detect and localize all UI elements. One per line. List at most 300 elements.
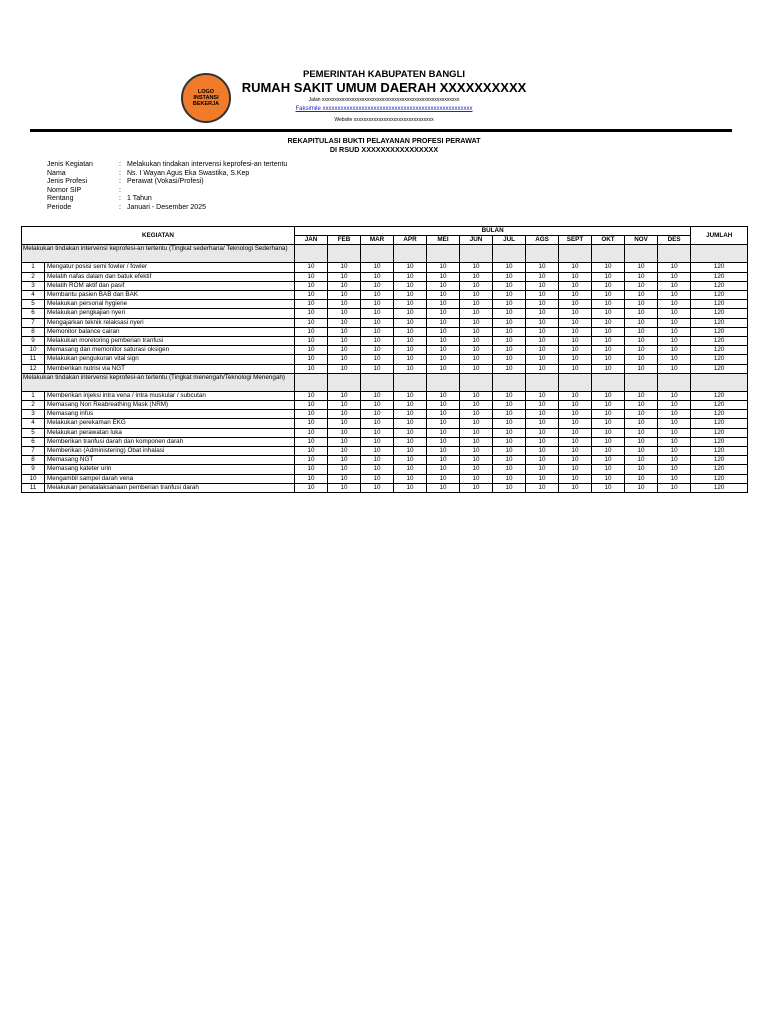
section-empty-cell: [592, 245, 625, 263]
activity-name: Memasang NGT: [45, 456, 295, 465]
info-colon: :: [119, 161, 121, 168]
month-value: 10: [559, 428, 592, 437]
document-title: REKAPITULASI BUKTI PELAYANAN PROFESI PERAWAT: [287, 136, 481, 145]
month-value: 10: [493, 346, 526, 355]
month-value: 10: [592, 465, 625, 474]
info-value: Ns. I Wayan Agus Eka Swastika, S.Kep: [127, 169, 250, 177]
month-value: 10: [559, 483, 592, 492]
month-value: 10: [361, 419, 394, 428]
month-value: 10: [658, 291, 691, 300]
month-value: 10: [460, 456, 493, 465]
month-header: MEI: [427, 236, 460, 245]
month-value: 10: [526, 447, 559, 456]
row-number: 9: [22, 337, 45, 346]
table-row: [22, 355, 748, 364]
info-label: Jenis Kegiatan: [47, 161, 93, 168]
activity-name: Melatih ROM aktif dan pasif: [45, 281, 295, 290]
month-value: 10: [592, 291, 625, 300]
month-value: 10: [460, 483, 493, 492]
month-value: 10: [361, 391, 394, 400]
row-number: 4: [22, 291, 45, 300]
table-row: [22, 428, 748, 437]
month-value: 10: [328, 263, 361, 272]
month-value: 10: [427, 364, 460, 373]
month-value: 10: [460, 327, 493, 336]
month-value: 10: [625, 346, 658, 355]
row-total: 120: [691, 291, 748, 300]
activity-name: Memberikan nutrisi via NGT: [45, 364, 295, 373]
month-value: 10: [559, 281, 592, 290]
month-value: 10: [658, 272, 691, 281]
month-value: 10: [460, 346, 493, 355]
activity-name: Memasang kateter urin: [45, 465, 295, 474]
info-label: Jenis Profesi: [47, 178, 88, 185]
kegiatan-header: KEGIATAN: [22, 227, 295, 245]
hospital-name: RUMAH SAKIT UMUM DAERAH XXXXXXXXXX: [241, 80, 527, 95]
month-header: DES: [658, 236, 691, 245]
info-row: [47, 187, 287, 196]
month-value: 10: [625, 410, 658, 419]
section-header-row: [22, 245, 748, 263]
month-value: 10: [592, 474, 625, 483]
month-value: 10: [295, 337, 328, 346]
month-value: 10: [658, 419, 691, 428]
hospital-fax-link[interactable]: Faksimile xxxxxxxxxxxxxxxxxxxxxxxxxxxxxxxxxxxxxxxxxxxxxxxxxx: [295, 106, 473, 112]
activity-name: Mengatur posisi semi fowler / fowler: [45, 263, 295, 272]
month-value: 10: [427, 300, 460, 309]
month-value: 10: [394, 483, 427, 492]
row-total: 120: [691, 465, 748, 474]
month-header: JUL: [493, 236, 526, 245]
month-value: 10: [526, 465, 559, 474]
month-value: 10: [658, 327, 691, 336]
row-total: 120: [691, 272, 748, 281]
month-value: 10: [493, 263, 526, 272]
month-value: 10: [625, 337, 658, 346]
row-total: 120: [691, 300, 748, 309]
activity-name: Mengajarkan teknik relaksasi nyeri: [45, 318, 295, 327]
month-value: 10: [526, 327, 559, 336]
info-label: Rentang: [47, 195, 74, 202]
month-value: 10: [493, 419, 526, 428]
month-value: 10: [394, 401, 427, 410]
month-value: 10: [658, 355, 691, 364]
info-row: [47, 195, 287, 204]
month-value: 10: [460, 437, 493, 446]
month-value: 10: [295, 447, 328, 456]
month-value: 10: [394, 263, 427, 272]
month-value: 10: [592, 483, 625, 492]
month-value: 10: [592, 327, 625, 336]
month-value: 10: [361, 428, 394, 437]
document-subtitle: DI RSUD XXXXXXXXXXXXXXXX: [329, 145, 439, 154]
month-value: 10: [460, 410, 493, 419]
section-empty-cell: [427, 245, 460, 263]
month-value: 10: [460, 391, 493, 400]
month-value: 10: [559, 410, 592, 419]
month-value: 10: [526, 391, 559, 400]
month-value: 10: [493, 291, 526, 300]
section-empty-cell: [625, 373, 658, 391]
month-value: 10: [328, 401, 361, 410]
month-value: 10: [658, 456, 691, 465]
month-value: 10: [493, 410, 526, 419]
month-value: 10: [658, 483, 691, 492]
month-value: 10: [427, 309, 460, 318]
month-value: 10: [460, 318, 493, 327]
month-value: 10: [625, 281, 658, 290]
month-value: 10: [592, 337, 625, 346]
table-row: [22, 281, 748, 290]
month-value: 10: [460, 474, 493, 483]
month-value: 10: [361, 437, 394, 446]
month-value: 10: [493, 401, 526, 410]
month-value: 10: [295, 474, 328, 483]
month-value: 10: [625, 483, 658, 492]
month-value: 10: [526, 272, 559, 281]
table-row: [22, 364, 748, 373]
activity-name: Melakukan penatalaksanaan pemberian tranfusi darah: [45, 483, 295, 492]
month-value: 10: [592, 419, 625, 428]
logo-text: LOGO INSTANSI BEKERJA: [192, 88, 220, 108]
month-value: 10: [526, 456, 559, 465]
month-value: 10: [394, 364, 427, 373]
month-value: 10: [361, 281, 394, 290]
month-value: 10: [625, 456, 658, 465]
month-value: 10: [526, 337, 559, 346]
month-value: 10: [394, 291, 427, 300]
table-header-row-1: [22, 227, 748, 236]
month-value: 10: [592, 346, 625, 355]
month-header: FEB: [328, 236, 361, 245]
info-colon: :: [119, 169, 121, 177]
section-empty-cell: [526, 245, 559, 263]
month-value: 10: [361, 474, 394, 483]
month-header: SEPT: [559, 236, 592, 245]
month-value: 10: [493, 483, 526, 492]
section-title: Melakukan tindakan intervensi keprofesi-an tertentu (Tingkat menengah/Teknologi Menengah): [22, 373, 295, 391]
month-value: 10: [328, 346, 361, 355]
month-value: 10: [625, 263, 658, 272]
month-value: 10: [361, 346, 394, 355]
row-number: 4: [22, 419, 45, 428]
hospital-address: Jalan xxxxxxxxxxxxxxxxxxxxxxxxxxxxxxxxxxxxxxxxxxxxxxxxxxxxxxx: [308, 97, 460, 103]
info-block: [47, 161, 287, 212]
month-value: 10: [394, 410, 427, 419]
month-value: 10: [328, 300, 361, 309]
month-value: 10: [394, 474, 427, 483]
month-value: 10: [295, 428, 328, 437]
info-label: Periode: [47, 203, 72, 211]
month-value: 10: [592, 355, 625, 364]
info-colon: :: [119, 203, 121, 211]
row-total: 120: [691, 437, 748, 446]
row-number: 7: [22, 318, 45, 327]
row-number: 12: [22, 364, 45, 373]
month-value: 10: [427, 419, 460, 428]
month-value: 10: [361, 447, 394, 456]
info-value: Perawat (Vokasi/Profesi): [127, 178, 204, 185]
month-value: 10: [625, 272, 658, 281]
row-number: 6: [22, 437, 45, 446]
info-row: [47, 178, 287, 187]
table-row: [22, 456, 748, 465]
info-colon: :: [119, 186, 121, 194]
month-value: 10: [460, 309, 493, 318]
month-value: 10: [328, 309, 361, 318]
month-value: 10: [361, 410, 394, 419]
month-value: 10: [361, 337, 394, 346]
table-row: [22, 291, 748, 300]
row-total: 120: [691, 327, 748, 336]
month-value: 10: [592, 281, 625, 290]
month-value: 10: [328, 318, 361, 327]
month-value: 10: [625, 391, 658, 400]
info-value: Melakukan tindakan intervensi keprofesi-an tertentu: [127, 161, 288, 168]
section-empty-cell: [328, 373, 361, 391]
month-value: 10: [361, 401, 394, 410]
row-number: 11: [22, 483, 45, 492]
month-value: 10: [658, 410, 691, 419]
month-value: 10: [625, 428, 658, 437]
section-empty-cell: [493, 373, 526, 391]
month-value: 10: [493, 337, 526, 346]
row-total: 120: [691, 318, 748, 327]
section-empty-cell: [658, 373, 691, 391]
month-value: 10: [295, 456, 328, 465]
month-value: 10: [427, 456, 460, 465]
bulan-header: BULAN: [295, 227, 691, 236]
month-value: 10: [592, 309, 625, 318]
month-value: 10: [625, 327, 658, 336]
month-value: 10: [658, 437, 691, 446]
section-header-row: [22, 373, 748, 391]
month-value: 10: [295, 309, 328, 318]
month-value: 10: [460, 447, 493, 456]
row-total: 120: [691, 263, 748, 272]
month-value: 10: [460, 419, 493, 428]
month-value: 10: [394, 391, 427, 400]
table-row: [22, 327, 748, 336]
section-empty-cell: [625, 245, 658, 263]
section-empty-cell: [394, 245, 427, 263]
row-number: 5: [22, 300, 45, 309]
month-value: 10: [328, 327, 361, 336]
month-value: 10: [295, 465, 328, 474]
month-value: 10: [295, 263, 328, 272]
month-value: 10: [592, 300, 625, 309]
header-divider: [30, 129, 732, 132]
month-value: 10: [427, 337, 460, 346]
month-value: 10: [526, 419, 559, 428]
month-value: 10: [559, 309, 592, 318]
month-value: 10: [526, 281, 559, 290]
month-value: 10: [559, 318, 592, 327]
month-value: 10: [328, 465, 361, 474]
month-value: 10: [625, 419, 658, 428]
row-total: 120: [691, 419, 748, 428]
month-value: 10: [526, 401, 559, 410]
activity-name: Melakukan personal hygiene: [45, 300, 295, 309]
month-value: 10: [328, 447, 361, 456]
activity-name: Memberikan injeksi intra vena / intra muskular / subcutan: [45, 391, 295, 400]
activity-name: Melakukan pengukuran vital sign: [45, 355, 295, 364]
month-value: 10: [394, 465, 427, 474]
month-value: 10: [658, 391, 691, 400]
month-value: 10: [427, 346, 460, 355]
month-value: 10: [625, 465, 658, 474]
activity-name: Melakukan perawatan luka: [45, 428, 295, 437]
row-number: 8: [22, 327, 45, 336]
section-empty-cell: [691, 373, 748, 391]
month-value: 10: [328, 410, 361, 419]
month-value: 10: [460, 300, 493, 309]
month-value: 10: [295, 355, 328, 364]
month-value: 10: [493, 391, 526, 400]
month-value: 10: [361, 263, 394, 272]
info-label: Nama: [47, 169, 66, 177]
row-number: 10: [22, 346, 45, 355]
info-colon: :: [119, 195, 121, 202]
month-value: 10: [658, 364, 691, 373]
month-value: 10: [625, 437, 658, 446]
table-row: [22, 410, 748, 419]
government-name: PEMERINTAH KABUPATEN BANGLI: [302, 69, 466, 80]
month-value: 10: [526, 364, 559, 373]
table-row: [22, 309, 748, 318]
info-value: 1 Tahun: [127, 195, 152, 202]
month-value: 10: [427, 318, 460, 327]
row-total: 120: [691, 355, 748, 364]
activity-name: Melakukan pengkajian nyeri: [45, 309, 295, 318]
month-value: 10: [427, 401, 460, 410]
month-value: 10: [592, 364, 625, 373]
month-value: 10: [658, 263, 691, 272]
month-value: 10: [328, 428, 361, 437]
month-value: 10: [625, 300, 658, 309]
row-total: 120: [691, 391, 748, 400]
month-value: 10: [328, 391, 361, 400]
month-value: 10: [526, 428, 559, 437]
month-value: 10: [493, 456, 526, 465]
month-value: 10: [427, 428, 460, 437]
table-row: [22, 346, 748, 355]
section-empty-cell: [361, 373, 394, 391]
table-row: [22, 465, 748, 474]
month-value: 10: [295, 281, 328, 290]
month-value: 10: [559, 437, 592, 446]
row-total: 120: [691, 483, 748, 492]
month-value: 10: [328, 483, 361, 492]
month-value: 10: [328, 474, 361, 483]
month-value: 10: [526, 300, 559, 309]
row-number: 2: [22, 401, 45, 410]
month-value: 10: [394, 281, 427, 290]
month-value: 10: [493, 272, 526, 281]
month-value: 10: [427, 391, 460, 400]
row-number: 6: [22, 309, 45, 318]
activity-name: Memonitor balance cairan: [45, 327, 295, 336]
section-empty-cell: [658, 245, 691, 263]
month-value: 10: [559, 474, 592, 483]
row-total: 120: [691, 401, 748, 410]
month-value: 10: [658, 401, 691, 410]
month-value: 10: [328, 364, 361, 373]
section-empty-cell: [394, 373, 427, 391]
month-header: JAN: [295, 236, 328, 245]
month-value: 10: [526, 309, 559, 318]
section-empty-cell: [427, 373, 460, 391]
month-value: 10: [361, 465, 394, 474]
month-value: 10: [559, 401, 592, 410]
month-value: 10: [427, 327, 460, 336]
month-value: 10: [295, 300, 328, 309]
month-value: 10: [493, 327, 526, 336]
month-value: 10: [658, 309, 691, 318]
info-row: [47, 161, 287, 170]
month-value: 10: [526, 346, 559, 355]
month-value: 10: [559, 291, 592, 300]
activity-name: Mengambil sampel darah vena: [45, 474, 295, 483]
month-value: 10: [427, 437, 460, 446]
month-value: 10: [328, 291, 361, 300]
month-header: AGS: [526, 236, 559, 245]
month-value: 10: [427, 483, 460, 492]
activity-name: Melakukan moretoring pemberian tranfusi: [45, 337, 295, 346]
month-value: 10: [295, 291, 328, 300]
month-value: 10: [559, 456, 592, 465]
info-value: Januari - Desember 2025: [127, 203, 206, 211]
info-row: [47, 170, 287, 179]
month-value: 10: [295, 483, 328, 492]
month-value: 10: [361, 318, 394, 327]
month-value: 10: [526, 318, 559, 327]
info-colon: :: [119, 178, 121, 185]
month-value: 10: [592, 447, 625, 456]
activity-name: Memasang infus: [45, 410, 295, 419]
month-value: 10: [625, 447, 658, 456]
row-total: 120: [691, 364, 748, 373]
month-value: 10: [592, 456, 625, 465]
month-value: 10: [394, 318, 427, 327]
month-value: 10: [658, 281, 691, 290]
month-value: 10: [427, 447, 460, 456]
row-total: 120: [691, 447, 748, 456]
section-empty-cell: [526, 373, 559, 391]
section-empty-cell: [691, 245, 748, 263]
table-row: [22, 337, 748, 346]
month-value: 10: [559, 327, 592, 336]
month-value: 10: [394, 337, 427, 346]
month-value: 10: [658, 300, 691, 309]
month-value: 10: [328, 419, 361, 428]
row-total: 120: [691, 456, 748, 465]
section-empty-cell: [460, 245, 493, 263]
month-value: 10: [625, 474, 658, 483]
month-value: 10: [493, 364, 526, 373]
month-value: 10: [526, 483, 559, 492]
month-value: 10: [394, 327, 427, 336]
month-value: 10: [493, 437, 526, 446]
table-row: [22, 419, 748, 428]
row-total: 120: [691, 281, 748, 290]
month-value: 10: [592, 428, 625, 437]
month-value: 10: [460, 401, 493, 410]
month-value: 10: [559, 391, 592, 400]
month-value: 10: [493, 309, 526, 318]
month-value: 10: [295, 327, 328, 336]
month-value: 10: [295, 410, 328, 419]
